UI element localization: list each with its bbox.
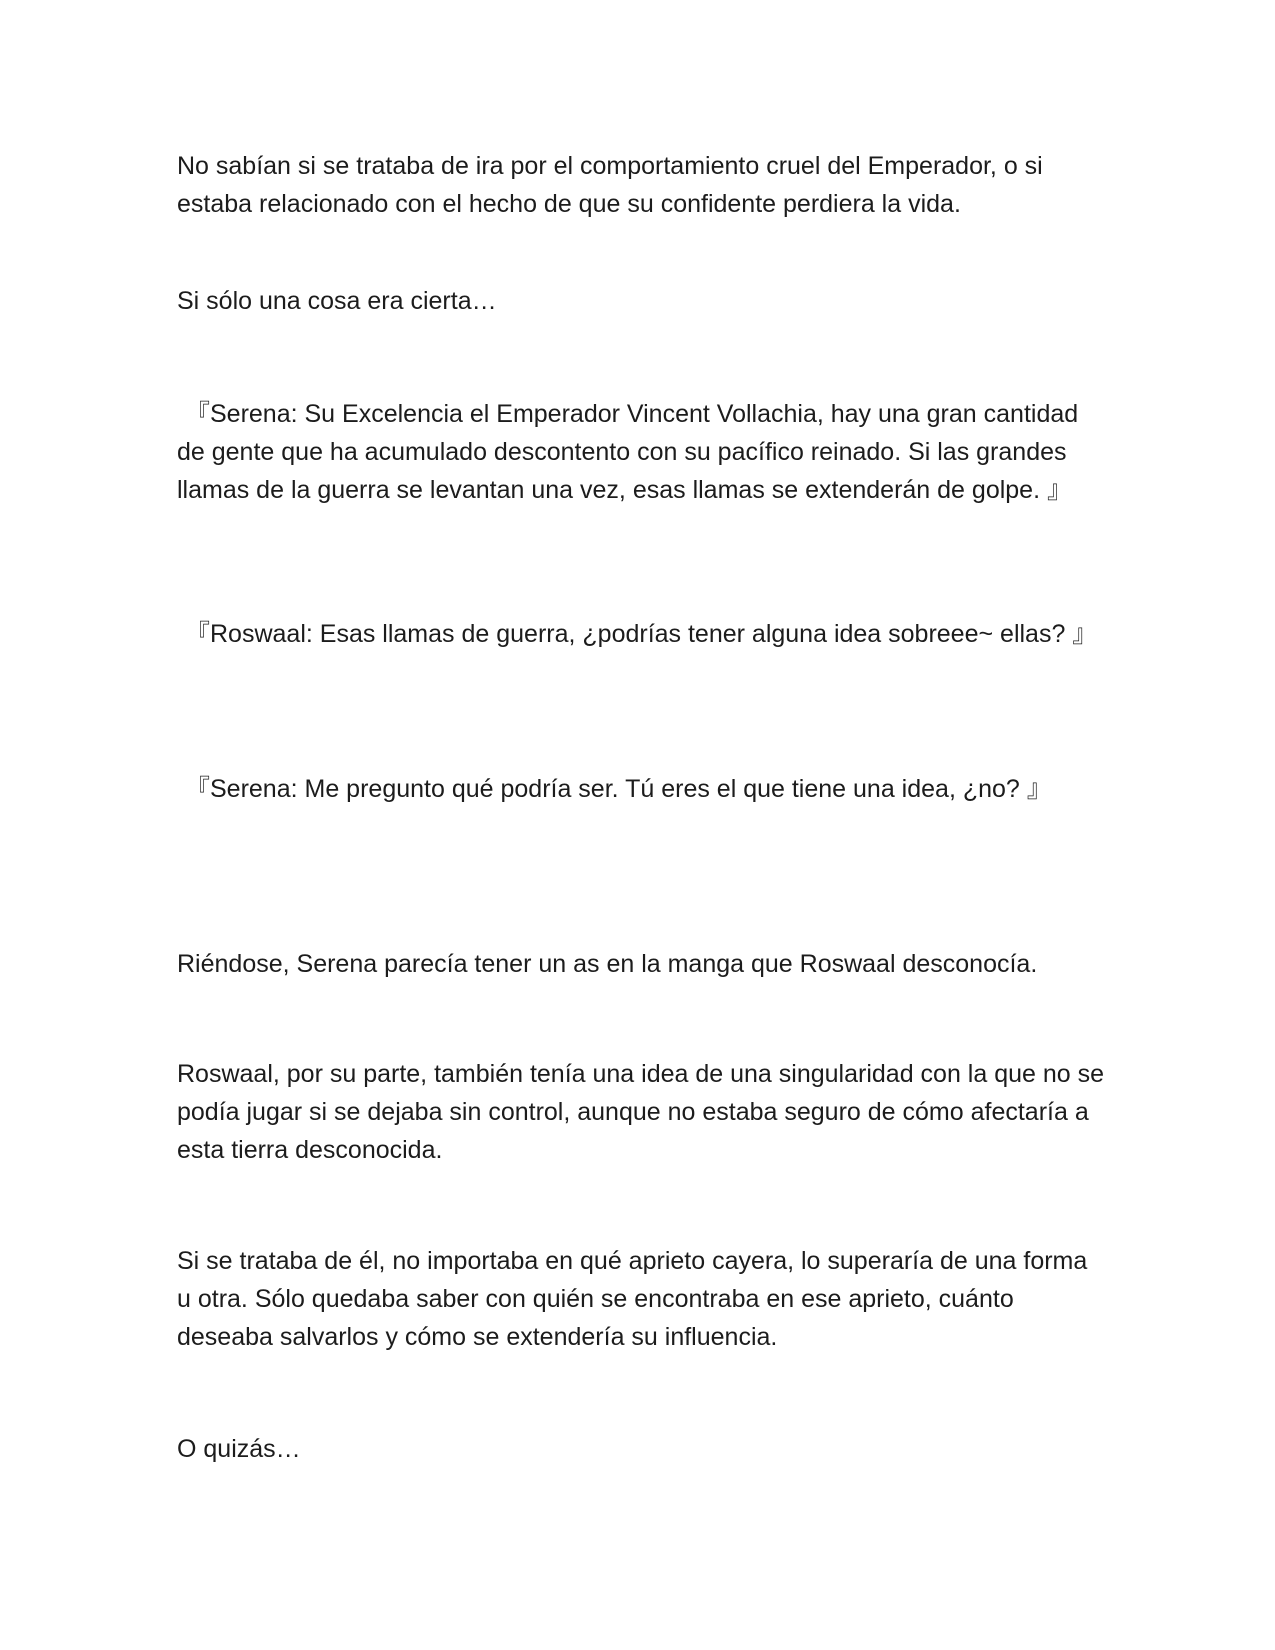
paragraph-9: O quizás… (177, 1435, 301, 1463)
paragraph-8: Si se trataba de él, no importaba en qué aprieto cayera, lo superaría de una forma u otra. Sólo quedaba saber con quién se encontraba en ese aprieto, cuánto deseaba salvarlos y cómo se extendería su influencia. (177, 1247, 1088, 1351)
dialogue-serena-2: 『Serena: Me pregunto qué podría ser. Tú eres el que tiene una idea, ¿no? 』 (185, 775, 1052, 803)
paragraph-1: No sabían si se trataba de ira por el comportamiento cruel del Emperador, o si estaba relacionado con el hecho de que su confidente perdiera la vida. (177, 152, 1043, 218)
dialogue-roswaal: 『Roswaal: Esas llamas de guerra, ¿podrías tener alguna idea sobreee~ ellas? 』 (185, 620, 1098, 648)
paragraph-2: Si sólo una cosa era cierta… (177, 287, 497, 315)
paragraph-7: Roswaal, por su parte, también tenía una idea de una singularidad con la que no se podía jugar si se dejaba sin control, aunque no estaba seguro de cómo afectaría a esta tierra desconocida. (177, 1060, 1105, 1164)
dialogue-serena-1: 『Serena: Su Excelencia el Emperador Vincent Vollachia, hay una gran cantidad de gente que ha acumulado descontento con su pacífico reinado. Si las grandes llamas de la guerra se levantan una vez, esas llamas se extenderán de golpe. 』 (177, 400, 1079, 504)
paragraph-6: Riéndose, Serena parecía tener un as en la manga que Roswaal desconocía. (177, 950, 1038, 978)
